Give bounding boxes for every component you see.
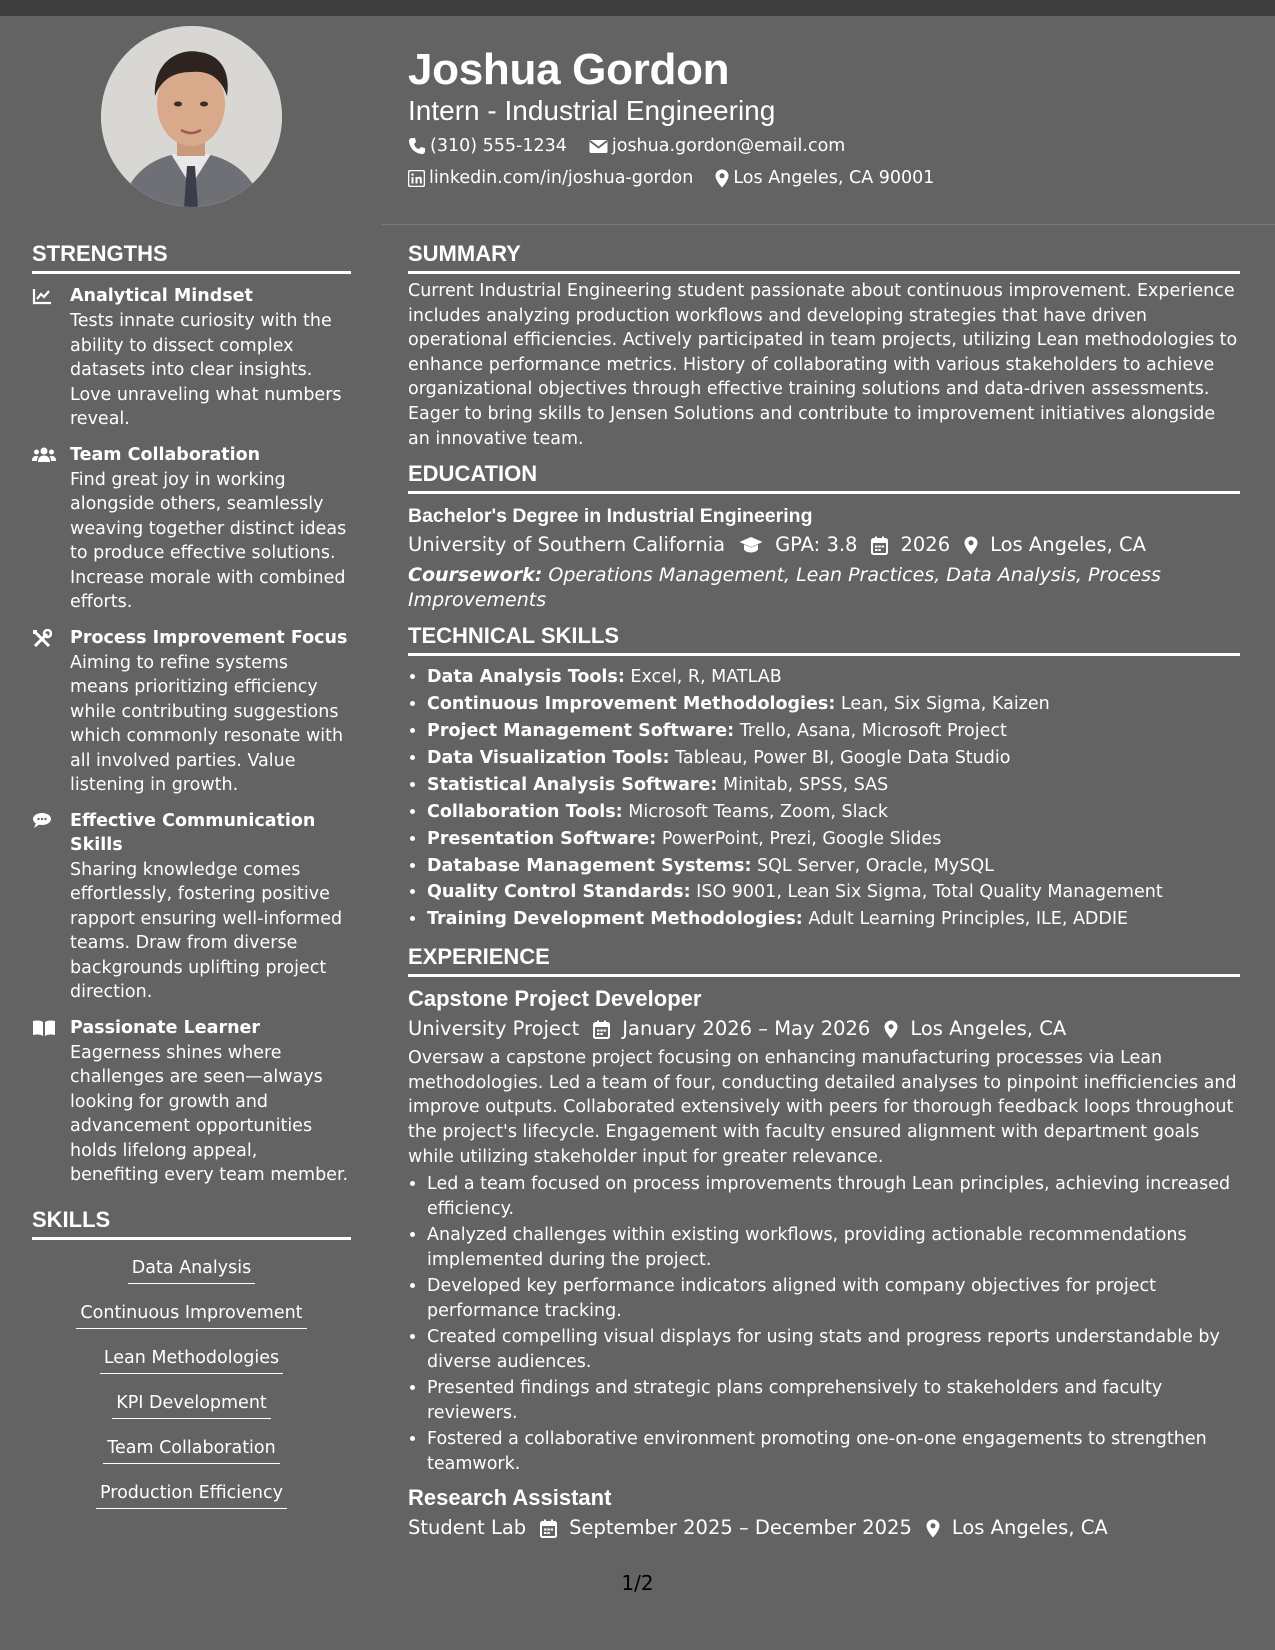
- envelope-icon: [589, 139, 608, 154]
- linkedin-contact[interactable]: [408, 166, 693, 190]
- strength-description: Sharing knowledge comes effortlessly, fostering positive rapport ensuring well-informed teams. Draw from diverse backgrounds uplifting project direction.: [70, 859, 343, 1002]
- phone-text: (310) 555-1234: [430, 136, 567, 156]
- users-icon: [32, 443, 70, 615]
- degree-title: Bachelor's Degree in Industrial Engineering: [408, 505, 813, 528]
- top-bar: [0, 0, 1275, 16]
- graduation-cap-icon: [739, 536, 763, 554]
- job-bullets: [408, 1172, 1240, 1476]
- candidate-name: Joshua Gordon: [408, 45, 730, 94]
- skill-tag: Continuous Improvement: [76, 1301, 306, 1329]
- list-item: • Training Development Methodologies: Adult Learning Principles, ILE, ADDIE: [427, 906, 1240, 933]
- list-item: • Project Management Software: Trello, Asana, Microsoft Project: [427, 718, 1240, 745]
- year-text: 2026: [900, 533, 951, 557]
- gpa: [739, 531, 857, 559]
- location-contact: [715, 166, 934, 190]
- chart-line-icon: [32, 284, 70, 432]
- education-heading: EDUCATION: [408, 460, 1240, 494]
- location-text: Los Angeles, CA: [990, 533, 1146, 557]
- linkedin-text[interactable]: linkedin.com/in/joshua-gordon: [429, 168, 694, 188]
- skill-tag: Lean Methodologies: [100, 1346, 283, 1374]
- strength-title: Team Collaboration: [70, 444, 261, 465]
- strength-item: [32, 1016, 351, 1188]
- job-location: [884, 1015, 1066, 1043]
- dates-text: September 2025 – December 2025: [569, 1516, 912, 1540]
- linkedin-icon: [408, 170, 425, 187]
- graduation-year: [871, 531, 950, 559]
- phone-contact: [408, 134, 567, 158]
- technical-skills-list: [408, 664, 1240, 933]
- job-title: Research Assistant: [408, 1485, 612, 1511]
- avatar: [101, 26, 282, 207]
- skill-tag: KPI Development: [112, 1391, 271, 1419]
- skills-heading: SKILLS: [32, 1206, 351, 1240]
- map-pin-icon: [964, 536, 978, 555]
- job-org: University Project: [408, 1017, 580, 1041]
- page-number: 1/2: [621, 1571, 654, 1595]
- strength-title: Process Improvement Focus: [70, 627, 348, 648]
- education-location: [964, 531, 1146, 559]
- job-meta: [408, 1015, 1240, 1043]
- strength-item: [32, 626, 351, 798]
- strength-item: [32, 809, 351, 1005]
- list-item: • Database Management Systems: SQL Server, Oracle, MySQL: [427, 853, 1240, 880]
- coursework-text: Operations Management, Lean Practices, Data Analysis, Process Improvements: [408, 564, 1161, 612]
- experience-heading: EXPERIENCE: [408, 943, 1240, 977]
- map-pin-icon: [884, 1020, 898, 1039]
- dates-text: January 2026 – May 2026: [622, 1017, 871, 1041]
- location-text: Los Angeles, CA 90001: [733, 168, 935, 188]
- contact-row: [408, 166, 956, 190]
- list-item: • Developed key performance indicators aligned with company objectives for project performance tracking.: [427, 1274, 1240, 1323]
- job-description: Oversaw a capstone project focusing on enhancing manufacturing processes via Lean methodologies. Led a team of four, conducting detailed analyses to pinpoint inefficiencies and improve outputs. Collaborated extensively with peers for thorough feedback loops throughout the project's lifecycle. Engagement with faculty ensured alignment with department goals while utilizing stakeholder input for greater relevance.: [408, 1048, 1237, 1167]
- strength-description: Eagerness shines where challenges are seen—always looking for growth and advancement opportunities holds lifelong appeal, benefiting every team member.: [70, 1042, 349, 1185]
- job-org: Student Lab: [408, 1516, 527, 1540]
- list-item: • Collaboration Tools: Microsoft Teams, Zoom, Slack: [427, 799, 1240, 826]
- list-item: • Statistical Analysis Software: Minitab, SPSS, SAS: [427, 772, 1240, 799]
- job-dates: [593, 1015, 870, 1043]
- list-item: • Continuous Improvement Methodologies: Lean, Six Sigma, Kaizen: [427, 691, 1240, 718]
- strength-item: [32, 284, 351, 432]
- list-item: • Data Analysis Tools: Excel, R, MATLAB: [427, 664, 1240, 691]
- list-item: • Created compelling visual displays for using stats and progress reports understandable by diverse audiences.: [427, 1325, 1240, 1374]
- strength-item: [32, 443, 351, 615]
- chat-bubbles-icon: [32, 809, 70, 1005]
- coursework-label: Coursework:: [408, 564, 543, 587]
- skill-tags: [32, 1248, 351, 1518]
- strength-title: Passionate Learner: [70, 1017, 261, 1038]
- education-meta: [408, 531, 1240, 559]
- strengths-list: [32, 284, 351, 1188]
- job-meta: [408, 1514, 1240, 1542]
- candidate-role: Intern - Industrial Engineering: [408, 95, 776, 126]
- calendar-icon: [593, 1020, 610, 1039]
- summary-text: Current Industrial Engineering student passionate about continuous improvement. Experience includes analyzing production workflows and developing strategies that have driven operational efficiencies. Actively participated in team projects, utilizing Lean methodologies to enhance performance metrics. History of collaborating with various stakeholders to achieve organizational objectives through effective training solutions and data-driven assessments. Eager to bring skills to Jensen Solutions and contribute to improvement initiatives alongside an innovative team.: [408, 281, 1238, 449]
- school-name: University of Southern California: [408, 533, 726, 557]
- technical-skills-heading: TECHNICAL SKILLS: [408, 622, 1240, 656]
- strength-description: Tests innate curiosity with the ability to dissect complex datasets into clear insights. Love unraveling what numbers reveal.: [70, 311, 342, 429]
- list-item: • Presented findings and strategic plans comprehensively to stakeholders and faculty reviewers.: [427, 1376, 1240, 1425]
- phone-icon: [408, 137, 426, 155]
- calendar-icon: [871, 536, 888, 555]
- list-item: • Analyzed challenges within existing workflows, providing actionable recommendations implemented during the project.: [427, 1223, 1240, 1272]
- gpa-text: GPA: 3.8: [775, 533, 858, 557]
- list-item: • Led a team focused on process improvements through Lean principles, achieving increased efficiency.: [427, 1172, 1240, 1221]
- strength-description: Find great joy in working alongside others, seamlessly weaving together distinct ideas to produce effective solutions. Increase morale with combined efforts.: [70, 469, 347, 612]
- left-column: [32, 240, 351, 1518]
- email-text[interactable]: joshua.gordon@email.com: [611, 136, 846, 156]
- location-text: Los Angeles, CA: [951, 1516, 1108, 1540]
- list-item: • Fostered a collaborative environment promoting one-on-one engagements to strengthen teamwork.: [427, 1427, 1240, 1476]
- map-pin-icon: [926, 1519, 940, 1538]
- list-item: • Presentation Software: PowerPoint, Prezi, Google Slides: [427, 826, 1240, 853]
- map-pin-icon: [715, 169, 729, 188]
- summary-heading: SUMMARY: [408, 240, 1240, 274]
- tools-icon: [32, 626, 70, 798]
- header-divider: [382, 224, 1275, 225]
- list-item: • Quality Control Standards: ISO 9001, Lean Six Sigma, Total Quality Management: [427, 879, 1240, 906]
- skill-tag: Production Efficiency: [96, 1481, 287, 1509]
- strength-title: Analytical Mindset: [70, 286, 253, 306]
- book-open-icon: [32, 1016, 70, 1188]
- skill-tag: Data Analysis: [128, 1256, 255, 1284]
- location-text: Los Angeles, CA: [910, 1017, 1067, 1041]
- list-item: • Data Visualization Tools: Tableau, Power BI, Google Data Studio: [427, 745, 1240, 772]
- contact-row: [408, 134, 867, 158]
- strength-description: Aiming to refine systems means prioritizing efficiency while contributing suggestions which commonly resonate with all involved parties. Value listening in growth.: [70, 652, 344, 795]
- strengths-heading: STRENGTHS: [32, 240, 351, 274]
- coursework: [408, 563, 1240, 613]
- calendar-icon: [540, 1519, 557, 1538]
- email-contact[interactable]: [589, 134, 845, 158]
- skill-tag: Team Collaboration: [103, 1436, 279, 1464]
- job-title: Capstone Project Developer: [408, 986, 702, 1012]
- job-location: [926, 1514, 1108, 1542]
- strength-title: Effective Communication Skills: [70, 810, 316, 855]
- right-column: [408, 240, 1240, 1542]
- job-dates: [540, 1514, 912, 1542]
